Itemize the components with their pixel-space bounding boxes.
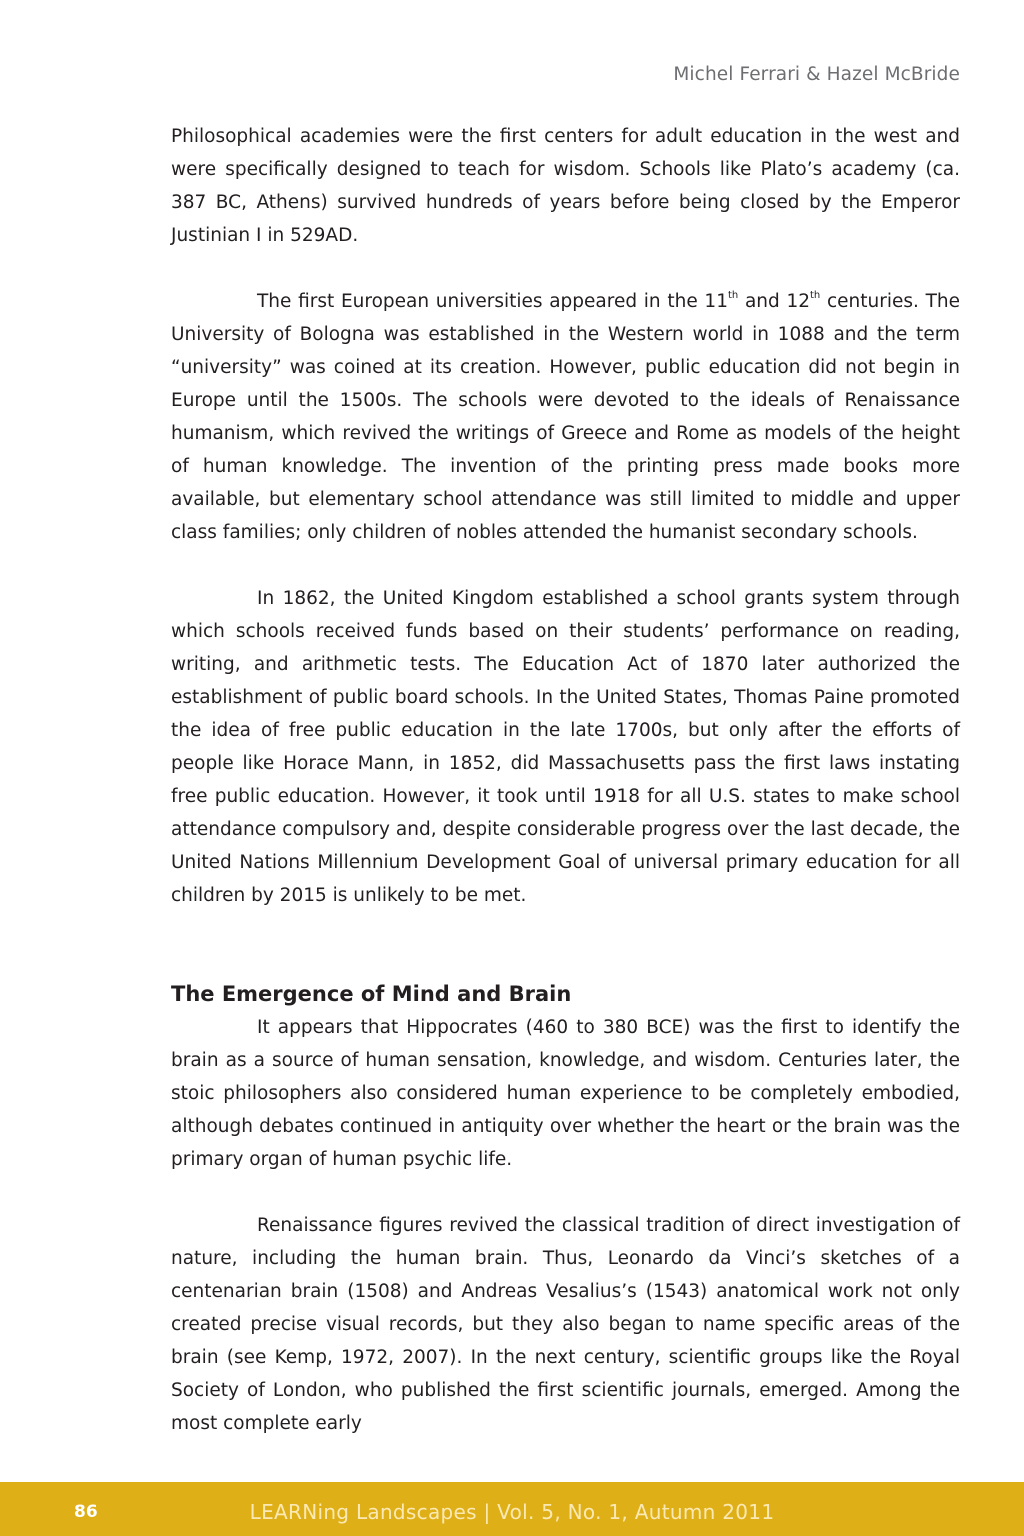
paragraph-5: Renaissance figures revived the classical tradition of direct investigation of nature, including the human brain. Thus, Leonardo da Vinci’s sketches of a centenarian brain (1508) and Andreas Vesalius’s (1543) anatomical work not only created precise visual records, but they also began to name specific areas of the brain (see Kemp, 1972, 2007). In the next century, scientific groups like the Royal Society of London, who published the first scientific journals, emerged. Among the most complete early xyxy=(171,1215,960,1434)
page-number: 86 xyxy=(74,1502,98,1522)
paragraph-3: In 1862, the United Kingdom established a school grants system through which schools received funds based on their students’ performance on reading, writing, and arithmetic tests. The Education Act of 1870 later authorized the establishment of public board schools. In the United States, Thomas Paine promoted the idea of free public education in the late 1700s, but only after the efforts of people like Horace Mann, in 1852, did Massachusetts pass the first laws instating free public education. However, it took until 1918 for all U.S. states to make school attendance compulsory and, despite considerable progress over the last decade, the United Nations Millennium Development Goal of universal primary education for all children by 2015 is unlikely to be met. xyxy=(171,588,960,906)
paragraph-spacer xyxy=(171,549,960,582)
paragraph-2-text-a: The first European universities appeared in the 11 xyxy=(257,291,728,312)
superscript-th-1: th xyxy=(727,290,739,301)
running-head-authors: Michel Ferrari & Hazel McBride xyxy=(673,64,960,85)
paragraph-4: It appears that Hippocrates (460 to 380 BCE) was the first to identify the brain as a source of human sensation, knowledge, and wisdom. Centuries later, the stoic philosophers also considered human experience to be completely embodied, although debates continued in antiquity over whether the heart or the brain was the primary organ of human psychic life. xyxy=(171,1017,960,1170)
paragraph-spacer xyxy=(171,252,960,285)
journal-citation: LEARNing Landscapes | Vol. 5, No. 1, Autumn 2011 xyxy=(249,1500,775,1524)
footer-bar xyxy=(0,1482,1024,1536)
superscript-th-2: th xyxy=(810,290,821,301)
article-body xyxy=(171,120,960,1440)
paragraph-1: Philosophical academies were the first centers for adult education in the west and were specifically designed to teach for wisdom. Schools like Plato’s academy (ca. 387 BC, Athens) survived hundreds of years before being closed by the Emperor Justinian I in 529AD. xyxy=(171,126,960,246)
paragraph-2-text-b: and 12 xyxy=(738,291,811,312)
section-heading: The Emergence of Mind and Brain xyxy=(171,982,572,1006)
section-spacer xyxy=(171,912,960,978)
paragraph-2-text-c: centuries. The University of Bologna was established in the Western world in 1088 and the term “university” was coined at its creation. However, public education did not begin in Europe until the 1500s. The schools were devoted to the ideals of Renaissance humanism, which revived the writings of Greece and Rome as models of the height of human knowledge. The invention of the printing press made books more available, but elementary school attendance was still limited to middle and upper class families; only children of nobles attended the humanist secondary schools. xyxy=(171,291,961,543)
paragraph-2 xyxy=(171,285,960,549)
paragraph-spacer xyxy=(171,1176,960,1209)
